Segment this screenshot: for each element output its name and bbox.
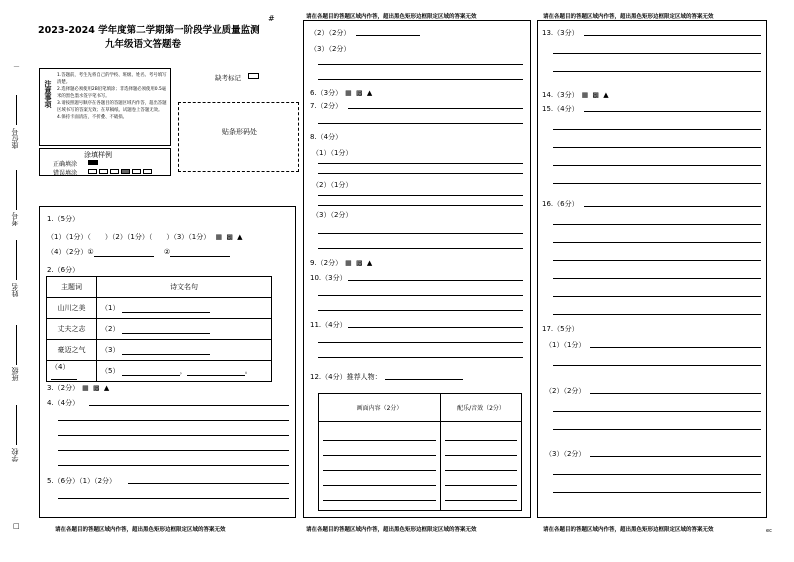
q8-1-label: （1）（1分） — [312, 149, 353, 157]
q1-label: 1.（5分） — [47, 215, 80, 223]
q9-label — [310, 258, 373, 268]
poem-table-header — [47, 277, 272, 298]
poem-table-header-lines: 诗文名句 — [97, 277, 272, 298]
answer-line[interactable] — [318, 64, 523, 65]
q17-3-label: （3）（2分） — [545, 450, 586, 458]
q4-answer-line[interactable] — [58, 450, 289, 451]
q15-label: 15.（4分） — [542, 105, 579, 113]
q5-answer-line[interactable] — [58, 498, 289, 499]
table-item-label: （3） — [101, 346, 120, 354]
q7-label: 7.（2分） — [310, 102, 343, 110]
answer-line[interactable] — [318, 357, 523, 358]
table-row — [47, 361, 272, 382]
q1-row1-part1: （1）（1分）（ — [47, 233, 91, 241]
table-cell-answer[interactable] — [97, 319, 272, 340]
q5-label: 5.（6分）（1）（2分） — [47, 477, 117, 485]
fill-example-title: 涂填样例 — [84, 151, 112, 159]
q12-music-cell[interactable] — [441, 422, 522, 511]
answer-line[interactable] — [553, 314, 761, 315]
answer-line[interactable] — [553, 278, 761, 279]
correct-fill-sample — [88, 160, 98, 165]
wrong-fill-samples — [88, 169, 152, 176]
wrong-fill-label: 错误填涂 — [53, 170, 78, 177]
exam-number-label: 考号 — [11, 212, 19, 226]
q1-answer-1[interactable] — [94, 256, 154, 257]
answer-line[interactable] — [553, 71, 761, 72]
q1-score-icons: ▦ ▩ ▲ — [215, 233, 244, 241]
exam-number-line — [16, 170, 17, 210]
footer-col3: 请在各题目的答题区域内作答，超出黑色矩形边框限定区域的答案无效 — [543, 527, 714, 533]
table-cell-theme: 山川之美 — [47, 298, 97, 319]
answer-line[interactable] — [553, 165, 761, 166]
q1-row2-part2: ② — [163, 248, 171, 256]
answer-line[interactable] — [122, 354, 210, 355]
barcode-box — [178, 102, 299, 172]
barcode-label: 贴条形码处 — [222, 128, 257, 136]
recommend-answer-line[interactable] — [385, 379, 463, 380]
page-mark-bottom-right: ec — [766, 528, 772, 534]
name-label: 姓名 — [11, 283, 19, 297]
answer-line[interactable] — [553, 492, 761, 493]
notes-item: 2.选择题必须使用2B铅笔填涂；非选择题必须使用0.5毫米的黑色墨水签字笔书写。 — [57, 87, 167, 99]
q3-score-icons: ▦ ▩ ▲ — [82, 384, 111, 392]
q12-header-scene: 画面内容（2分） — [319, 394, 441, 422]
page-subtitle: 九年级语文答题卷 — [105, 39, 182, 50]
notes-item: 1.答题前，考生先将自己的学校、班级、姓名、考号填写清楚。 — [57, 73, 167, 85]
name-line — [16, 240, 17, 280]
table-item-label: （4） — [51, 363, 70, 371]
answer-line[interactable] — [553, 411, 761, 412]
answer-line[interactable] — [318, 163, 523, 164]
answer-line[interactable] — [584, 111, 761, 112]
q1-row1-part3: ）（3）（1分） — [166, 233, 211, 241]
answer-line[interactable] — [318, 310, 523, 311]
answer-line[interactable] — [318, 79, 523, 80]
q8-3-label: （3）（2分） — [312, 211, 353, 219]
q4-answer-line[interactable] — [58, 420, 289, 421]
answer-line[interactable] — [318, 195, 523, 196]
q14-text: 14.（3分） — [542, 91, 579, 99]
q6-score-icons: ▦ ▩ ▲ — [345, 89, 374, 97]
answer-line[interactable] — [584, 35, 761, 36]
q12-label: 12.（4分）推荐人物： — [310, 373, 382, 381]
poem-table-header-theme: 主题词 — [47, 277, 97, 298]
answer-line[interactable] — [318, 248, 523, 249]
footer-col1: 请在各题目的答题区域内作答，超出黑色矩形边框限定区域的答案无效 — [55, 527, 226, 533]
answer-line[interactable] — [590, 347, 761, 348]
answer-line[interactable] — [318, 233, 523, 234]
notes-heading: 注意事项 — [44, 80, 52, 108]
q12-table — [318, 393, 522, 511]
class-label: 班级 — [11, 367, 19, 381]
q12-scene-cell[interactable] — [319, 422, 441, 511]
q4-label: 4.（4分） — [47, 399, 80, 407]
q8-2-label: （2）（1分） — [312, 181, 353, 189]
q12-header-music: 配乐/音效（2分） — [441, 394, 522, 422]
answer-line[interactable] — [553, 147, 761, 148]
answer-line[interactable] — [553, 260, 761, 261]
side-mark-top: － — [13, 63, 20, 71]
q8-label: 8.（4分） — [310, 133, 343, 141]
q1-row1 — [47, 232, 244, 242]
q1-row2-part1: （4）（2分）① — [47, 248, 94, 256]
q16-label: 16.（6分） — [542, 200, 579, 208]
q3-label — [47, 383, 110, 393]
q5-3-label: （3）（2分） — [310, 45, 351, 53]
table-cell-theme[interactable] — [47, 361, 97, 382]
answer-line[interactable] — [122, 312, 210, 313]
answer-line[interactable] — [553, 129, 761, 130]
answer-line[interactable] — [318, 295, 523, 296]
q9-text: 9.（2分） — [310, 259, 343, 267]
answer-line[interactable] — [584, 206, 761, 207]
answer-line[interactable] — [553, 242, 761, 243]
answer-line[interactable] — [348, 108, 523, 109]
page-title: 2023-2024 学年度第二学期第一阶段学业质量监测 — [38, 25, 260, 36]
table-row — [319, 422, 522, 511]
table-cell-theme: 丈夫之志 — [47, 319, 97, 340]
q3-text: 3.（2分） — [47, 384, 80, 392]
absent-mark-checkbox[interactable] — [248, 73, 259, 79]
answer-line[interactable] — [590, 456, 761, 457]
q5-2-label: （2）（2分） — [310, 29, 351, 37]
absent-mark-label: 缺考标记 — [215, 74, 241, 82]
header-col2: 请在各题目的答题区域内作答，超出黑色矩形边框限定区域的答案无效 — [306, 14, 477, 20]
answer-line[interactable] — [51, 379, 77, 380]
q4-answer-line[interactable] — [89, 405, 289, 406]
answer-line[interactable] — [348, 327, 523, 328]
seat-label: 座位号 — [11, 128, 19, 149]
answer-line[interactable] — [122, 375, 180, 376]
answer-line[interactable] — [553, 53, 761, 54]
answer-line[interactable] — [553, 296, 761, 297]
table-row — [319, 394, 522, 422]
answer-line[interactable] — [318, 123, 523, 124]
answer-line[interactable] — [318, 205, 523, 206]
q14-score-icons: ▦ ▩ ▲ — [581, 91, 610, 99]
q4-answer-line[interactable] — [58, 465, 289, 466]
notes-list — [57, 72, 169, 121]
q14-label — [542, 90, 610, 100]
table-item-label: （5） — [101, 367, 120, 375]
answer-line[interactable] — [187, 375, 245, 376]
side-mark-bottom: □ — [13, 522, 20, 530]
table-item-label: （1） — [101, 304, 120, 312]
poem-table — [46, 276, 272, 382]
table-cell-answer[interactable]: （5） ， 。 — [97, 361, 272, 382]
hash-mark: # — [268, 14, 275, 23]
q2-label: 2.（6分） — [47, 266, 80, 274]
q10-label: 10.（3分） — [310, 274, 347, 282]
class-line — [16, 325, 17, 365]
table-cell-answer[interactable] — [97, 340, 272, 361]
answer-line[interactable] — [553, 429, 761, 430]
footer-col2: 请在各题目的答题区域内作答，超出黑色矩形边框限定区域的答案无效 — [306, 527, 477, 533]
q11-label: 11.（4分） — [310, 321, 347, 329]
table-row — [47, 298, 272, 319]
q5-answer-line[interactable] — [128, 483, 289, 484]
answer-line[interactable] — [553, 474, 761, 475]
answer-line[interactable] — [318, 173, 523, 174]
q17-label: 17.（5分） — [542, 325, 579, 333]
q17-2-label: （2）（2分） — [545, 387, 586, 395]
q1-row1-part2: ）（2）（1分）（ — [104, 233, 153, 241]
seat-line — [16, 95, 17, 125]
notes-item: 4.保持卡面清洁，不折叠、不破损。 — [57, 115, 128, 120]
school-line — [16, 405, 17, 445]
table-row — [47, 319, 272, 340]
q1-row2 — [47, 247, 230, 257]
q9-score-icons: ▦ ▩ ▲ — [345, 259, 374, 267]
answer-line[interactable] — [553, 224, 761, 225]
q6-label — [310, 88, 373, 98]
q6-text: 6.（3分） — [310, 89, 343, 97]
answer-line[interactable] — [348, 280, 523, 281]
q17-1-label: （1）（1分） — [545, 341, 586, 349]
answer-line[interactable] — [553, 365, 761, 366]
answer-line[interactable] — [318, 342, 523, 343]
q4-answer-line[interactable] — [58, 435, 289, 436]
correct-fill-label: 正确填涂 — [53, 161, 78, 168]
q1-answer-2[interactable] — [170, 256, 230, 257]
school-label: 学校 — [11, 448, 19, 462]
answer-line[interactable] — [122, 333, 210, 334]
table-cell-theme: 豪迈之气 — [47, 340, 97, 361]
answer-line[interactable] — [590, 393, 761, 394]
header-col3: 请在各题目的答题区域内作答，超出黑色矩形边框限定区域的答案无效 — [543, 14, 714, 20]
notes-item: 3.请按照题号顺序在各题目的答题区域内作答，超出答题区域书写的答案无效；在草稿纸、试题卷上答题无效。 — [57, 101, 167, 113]
table-cell-answer[interactable] — [97, 298, 272, 319]
answer-line[interactable] — [356, 35, 420, 36]
table-row — [47, 340, 272, 361]
q13-label: 13.（3分） — [542, 29, 579, 37]
table-item-label: （2） — [101, 325, 120, 333]
answer-line[interactable] — [553, 183, 761, 184]
